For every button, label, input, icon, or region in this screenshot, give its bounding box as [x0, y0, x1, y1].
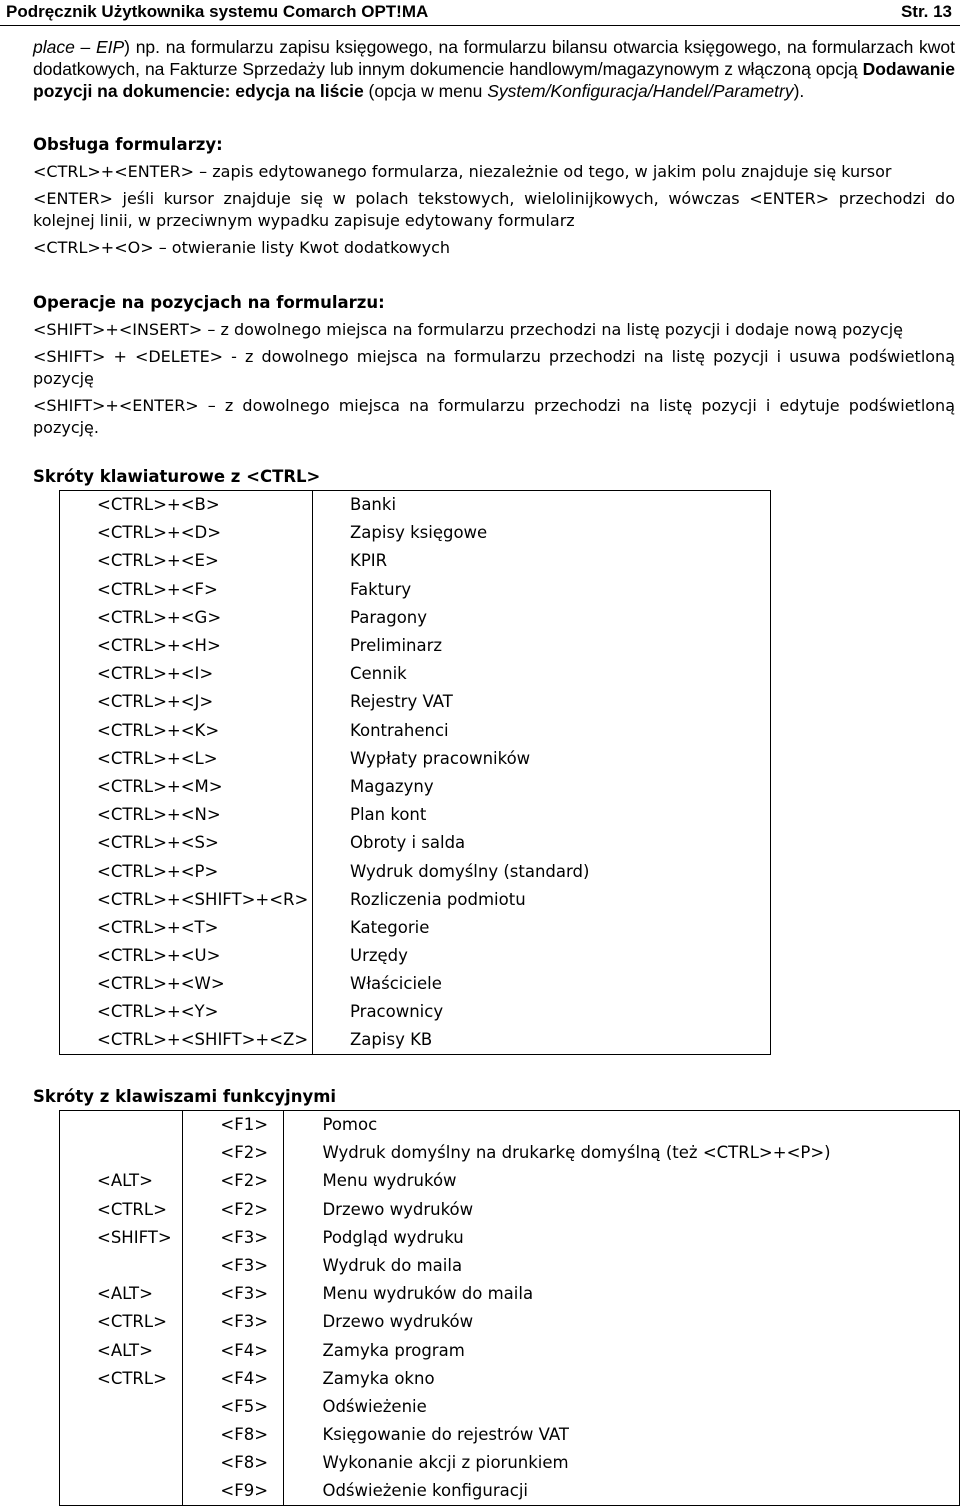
shortcut-action: Wypłaty pracowników [313, 744, 771, 772]
function-key: <F1> [183, 1111, 284, 1139]
function-key: <F4> [183, 1336, 284, 1364]
shortcut-action: Menu wydruków do maila [284, 1280, 960, 1308]
shortcut-action: Zamyka program [284, 1336, 960, 1364]
modifier-key [60, 1139, 183, 1167]
function-key: <F2> [183, 1167, 284, 1195]
shortcut-action: Wydruk domyślny na drukarkę domyślną (też <CTRL>+<P>) [284, 1139, 960, 1167]
page-header [0, 0, 960, 26]
function-key: <F2> [183, 1195, 284, 1223]
table-row [60, 857, 771, 885]
shortcut-action: Obroty i salda [313, 829, 771, 857]
ctrl-shortcuts-heading: Skróty klawiaturowe z <CTRL> [33, 467, 321, 486]
shortcut-key: <CTRL>+<N> [60, 801, 313, 829]
function-key: <F9> [183, 1477, 284, 1505]
shortcut-action: Wydruk do maila [284, 1251, 960, 1279]
table-row [60, 1336, 960, 1364]
table-row [60, 772, 771, 800]
table-row [60, 801, 771, 829]
modifier-key [60, 1477, 183, 1505]
table-row [60, 942, 771, 970]
modifier-key: <ALT> [60, 1280, 183, 1308]
shortcut-action: Kategorie [313, 913, 771, 941]
shortcut-action: Zapisy księgowe [313, 519, 771, 547]
function-key: <F5> [183, 1392, 284, 1420]
shortcut-action: Pracownicy [313, 998, 771, 1026]
function-key: <F2> [183, 1139, 284, 1167]
function-key: <F3> [183, 1308, 284, 1336]
shortcut-key: <CTRL>+<F> [60, 575, 313, 603]
intro-part2: ) np. na formularzu zapisu księgowego, na formularzu bilansu otwarcia księgowego, na formularzach kwot dodatkowych, na Fakturze Sprzedaży lub innym dokumencie handlowym/magazynowym z włączoną opcją [33, 37, 955, 79]
table-row [60, 660, 771, 688]
table-row [60, 1251, 960, 1279]
shortcut-key: <CTRL>+<Y> [60, 998, 313, 1026]
table-row [60, 603, 771, 631]
table-row [60, 491, 771, 519]
modifier-key [60, 1392, 183, 1420]
table-row [60, 519, 771, 547]
shortcut-action: Pomoc [284, 1111, 960, 1139]
function-key: <F3> [183, 1251, 284, 1279]
forms-line-3: <CTRL>+<O> – otwieranie listy Kwot dodatkowych [33, 238, 451, 257]
shortcut-key: <CTRL>+<E> [60, 547, 313, 575]
table-row [60, 547, 771, 575]
positions-line-2: <SHIFT> + <DELETE> - z dowolnego miejsca na formularzu przechodzi na listę pozycji i usuwa podświetloną pozycję [33, 347, 955, 388]
shortcut-action: Paragony [313, 603, 771, 631]
table-row [60, 1111, 960, 1139]
shortcut-action: Cennik [313, 660, 771, 688]
shortcut-key: <CTRL>+<W> [60, 970, 313, 998]
shortcut-action: Faktury [313, 575, 771, 603]
document-title: Podręcznik Użytkownika systemu Comarch OPT!MA [6, 2, 429, 21]
intro-menu-path: System/Konfiguracja/Handel/Parametry [487, 81, 794, 101]
shortcut-action: Księgowanie do rejestrów VAT [284, 1421, 960, 1449]
shortcut-action: Rozliczenia podmiotu [313, 885, 771, 913]
function-key: <F3> [183, 1223, 284, 1251]
shortcut-action: Wykonanie akcji z piorunkiem [284, 1449, 960, 1477]
modifier-key: <CTRL> [60, 1195, 183, 1223]
table-row [60, 970, 771, 998]
shortcut-key: <CTRL>+<J> [60, 688, 313, 716]
fn-shortcuts-table [59, 1110, 960, 1506]
shortcut-key: <CTRL>+<L> [60, 744, 313, 772]
shortcut-key: <CTRL>+<SHIFT>+<R> [60, 885, 313, 913]
modifier-key [60, 1251, 183, 1279]
table-row [60, 1308, 960, 1336]
intro-part4: ). [793, 81, 805, 101]
table-row [60, 1026, 771, 1054]
shortcut-action: Menu wydruków [284, 1167, 960, 1195]
shortcut-key: <CTRL>+<U> [60, 942, 313, 970]
forms-section [33, 134, 955, 259]
intro-part1: place – EIP [33, 37, 125, 57]
function-key: <F3> [183, 1280, 284, 1308]
ctrl-shortcuts-heading-wrap [33, 466, 955, 488]
shortcut-action: Drzewo wydruków [284, 1195, 960, 1223]
shortcut-action: KPIR [313, 547, 771, 575]
table-row [60, 885, 771, 913]
table-row [60, 631, 771, 659]
shortcut-key: <CTRL>+<P> [60, 857, 313, 885]
shortcut-action: Preliminarz [313, 631, 771, 659]
intro-paragraph [33, 36, 955, 102]
page-number: Str. 13 [900, 2, 952, 21]
function-key: <F4> [183, 1364, 284, 1392]
shortcut-key: <CTRL>+<M> [60, 772, 313, 800]
table-row [60, 1167, 960, 1195]
forms-line-1: <CTRL>+<ENTER> – zapis edytowanego formularza, niezależnie od tego, w jakim polu znajduje się kursor [33, 162, 892, 181]
fn-shortcuts-heading: Skróty z klawiszami funkcyjnymi [33, 1087, 337, 1106]
table-row [60, 1195, 960, 1223]
positions-line-3: <SHIFT>+<ENTER> – z dowolnego miejsca na formularzu przechodzi na listę pozycji i edytuje podświetloną pozycję. [33, 396, 955, 437]
modifier-key: <SHIFT> [60, 1223, 183, 1251]
forms-line-2: <ENTER> jeśli kursor znajduje się w polach tekstowych, wielolinijkowych, wówczas <ENTER> przechodzi do kolejnej linii, w przeciwnym wypadku zapisuje edytowany formularz [33, 189, 955, 230]
table-row [60, 1477, 960, 1505]
table-row [60, 1449, 960, 1477]
shortcut-action: Urzędy [313, 942, 771, 970]
fn-shortcuts-heading-wrap [33, 1086, 955, 1108]
table-row [60, 1421, 960, 1449]
shortcut-action: Właściciele [313, 970, 771, 998]
table-row [60, 1392, 960, 1420]
table-row [60, 1223, 960, 1251]
table-row [60, 716, 771, 744]
shortcut-key: <CTRL>+<I> [60, 660, 313, 688]
table-row [60, 688, 771, 716]
shortcut-key: <CTRL>+<D> [60, 519, 313, 547]
shortcut-key: <CTRL>+<T> [60, 913, 313, 941]
table-row [60, 1364, 960, 1392]
modifier-key: <ALT> [60, 1167, 183, 1195]
shortcut-action: Zapisy KB [313, 1026, 771, 1054]
shortcut-key: <CTRL>+<B> [60, 491, 313, 519]
function-key: <F8> [183, 1449, 284, 1477]
shortcut-action: Drzewo wydruków [284, 1308, 960, 1336]
shortcut-action: Podgląd wydruku [284, 1223, 960, 1251]
modifier-key: <CTRL> [60, 1364, 183, 1392]
intro-part3: (opcja w menu [363, 81, 488, 101]
table-row [60, 829, 771, 857]
shortcut-action: Plan kont [313, 801, 771, 829]
positions-line-1: <SHIFT>+<INSERT> – z dowolnego miejsca na formularzu przechodzi na listę pozycji i dodaje nową pozycję [33, 320, 903, 339]
modifier-key: <ALT> [60, 1336, 183, 1364]
modifier-key [60, 1449, 183, 1477]
table-row [60, 1139, 960, 1167]
shortcut-action: Magazyny [313, 772, 771, 800]
shortcut-key: <CTRL>+<G> [60, 603, 313, 631]
table-row [60, 913, 771, 941]
modifier-key [60, 1111, 183, 1139]
table-row [60, 575, 771, 603]
table-row [60, 744, 771, 772]
modifier-key: <CTRL> [60, 1308, 183, 1336]
ctrl-shortcuts-table [59, 490, 771, 1055]
shortcut-action: Odświeżenie konfiguracji [284, 1477, 960, 1505]
shortcut-key: <CTRL>+<SHIFT>+<Z> [60, 1026, 313, 1054]
shortcut-key: <CTRL>+<H> [60, 631, 313, 659]
shortcut-action: Rejestry VAT [313, 688, 771, 716]
modifier-key [60, 1421, 183, 1449]
shortcut-key: <CTRL>+<S> [60, 829, 313, 857]
forms-heading: Obsługa formularzy: [33, 135, 223, 154]
intro-bold-option: Dodawanie pozycji na dokumencie: edycja na liście [33, 59, 955, 101]
function-key: <F8> [183, 1421, 284, 1449]
shortcut-action: Kontrahenci [313, 716, 771, 744]
shortcut-key: <CTRL>+<K> [60, 716, 313, 744]
table-row [60, 1280, 960, 1308]
shortcut-action: Odświeżenie [284, 1392, 960, 1420]
shortcut-action: Banki [313, 491, 771, 519]
positions-section [33, 292, 955, 439]
positions-heading: Operacje na pozycjach na formularzu: [33, 293, 385, 312]
shortcut-action: Wydruk domyślny (standard) [313, 857, 771, 885]
table-row [60, 998, 771, 1026]
shortcut-action: Zamyka okno [284, 1364, 960, 1392]
